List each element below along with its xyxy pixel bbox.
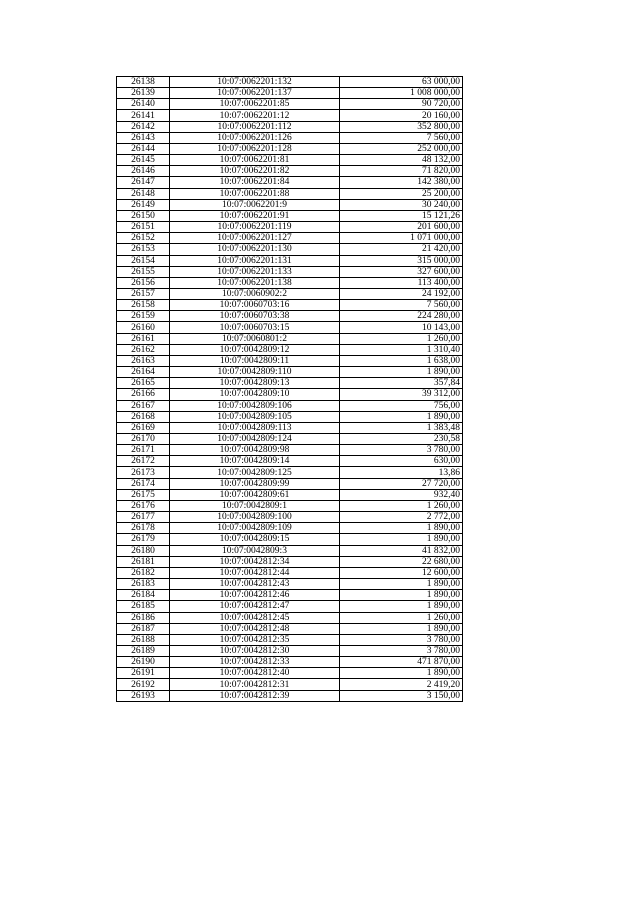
table-row: [117, 244, 463, 255]
table-row: [117, 422, 463, 433]
cadastral-number-cell: 10:07:0062201:12: [170, 110, 340, 121]
table-row: [117, 489, 463, 500]
cadastral-value-table: [116, 76, 463, 702]
cadastral-number-cell: 10:07:0042809:125: [170, 467, 340, 478]
table-row: [117, 110, 463, 121]
table-row: [117, 333, 463, 344]
cadastral-number-cell: 10:07:0042809:98: [170, 445, 340, 456]
row-number-cell: 26171: [117, 445, 170, 456]
value-cell: 1 383,48: [340, 422, 463, 433]
table-row: [117, 467, 463, 478]
value-cell: 1 890,00: [340, 534, 463, 545]
table-row: [117, 132, 463, 143]
row-number-cell: 26180: [117, 545, 170, 556]
value-cell: 1 890,00: [340, 411, 463, 422]
cadastral-number-cell: 10:07:0060703:16: [170, 300, 340, 311]
cadastral-number-cell: 10:07:0042812:45: [170, 612, 340, 623]
row-number-cell: 26170: [117, 434, 170, 445]
row-number-cell: 26162: [117, 344, 170, 355]
value-cell: 352 800,00: [340, 121, 463, 132]
cadastral-number-cell: 10:07:0062201:138: [170, 277, 340, 288]
cadastral-number-cell: 10:07:0062201:112: [170, 121, 340, 132]
row-number-cell: 26164: [117, 367, 170, 378]
cadastral-number-cell: 10:07:0060703:15: [170, 322, 340, 333]
row-number-cell: 26183: [117, 579, 170, 590]
value-cell: 1 071 000,00: [340, 233, 463, 244]
table-row: [117, 579, 463, 590]
value-cell: 3 150,00: [340, 690, 463, 701]
value-cell: 48 132,00: [340, 155, 463, 166]
cadastral-number-cell: 10:07:0042809:61: [170, 489, 340, 500]
row-number-cell: 26159: [117, 311, 170, 322]
table-row: [117, 456, 463, 467]
table-row: [117, 534, 463, 545]
value-cell: 2 419,20: [340, 679, 463, 690]
table-row: [117, 266, 463, 277]
value-cell: 15 121,26: [340, 210, 463, 221]
value-cell: 27 720,00: [340, 478, 463, 489]
cadastral-number-cell: 10:07:0062201:82: [170, 166, 340, 177]
row-number-cell: 26177: [117, 512, 170, 523]
cadastral-number-cell: 10:07:0042812:43: [170, 579, 340, 590]
table-row: [117, 445, 463, 456]
cadastral-number-cell: 10:07:0042812:47: [170, 601, 340, 612]
table-row: [117, 121, 463, 132]
value-cell: 1 890,00: [340, 367, 463, 378]
value-cell: 90 720,00: [340, 99, 463, 110]
value-cell: 315 000,00: [340, 255, 463, 266]
value-cell: 630,00: [340, 456, 463, 467]
row-number-cell: 26157: [117, 288, 170, 299]
table-row: [117, 155, 463, 166]
value-cell: 1 890,00: [340, 590, 463, 601]
table-row: [117, 623, 463, 634]
value-cell: 357,84: [340, 378, 463, 389]
value-cell: 12 600,00: [340, 567, 463, 578]
table-row: [117, 166, 463, 177]
row-number-cell: 26149: [117, 199, 170, 210]
row-number-cell: 26147: [117, 177, 170, 188]
value-cell: 2 772,00: [340, 512, 463, 523]
row-number-cell: 26185: [117, 601, 170, 612]
value-cell: 21 420,00: [340, 244, 463, 255]
table-body: [117, 77, 463, 702]
cadastral-number-cell: 10:07:0042809:3: [170, 545, 340, 556]
value-cell: 1 008 000,00: [340, 88, 463, 99]
value-cell: 1 890,00: [340, 523, 463, 534]
row-number-cell: 26186: [117, 612, 170, 623]
row-number-cell: 26174: [117, 478, 170, 489]
table-row: [117, 400, 463, 411]
row-number-cell: 26154: [117, 255, 170, 266]
row-number-cell: 26189: [117, 645, 170, 656]
value-cell: 113 400,00: [340, 277, 463, 288]
table-row: [117, 143, 463, 154]
cadastral-number-cell: 10:07:0042812:35: [170, 634, 340, 645]
value-cell: 1 890,00: [340, 579, 463, 590]
table-row: [117, 556, 463, 567]
table-row: [117, 500, 463, 511]
table-row: [117, 210, 463, 221]
row-number-cell: 26145: [117, 155, 170, 166]
table-row: [117, 634, 463, 645]
table-row: [117, 645, 463, 656]
cadastral-number-cell: 10:07:0042809:99: [170, 478, 340, 489]
cadastral-number-cell: 10:07:0042812:39: [170, 690, 340, 701]
cadastral-number-cell: 10:07:0042809:14: [170, 456, 340, 467]
row-number-cell: 26144: [117, 143, 170, 154]
value-cell: 1 638,00: [340, 355, 463, 366]
value-cell: 7 560,00: [340, 132, 463, 143]
value-cell: 41 832,00: [340, 545, 463, 556]
row-number-cell: 26188: [117, 634, 170, 645]
table-row: [117, 233, 463, 244]
row-number-cell: 26192: [117, 679, 170, 690]
row-number-cell: 26143: [117, 132, 170, 143]
value-cell: 224 280,00: [340, 311, 463, 322]
row-number-cell: 26179: [117, 534, 170, 545]
table-row: [117, 545, 463, 556]
cadastral-number-cell: 10:07:0060801:2: [170, 333, 340, 344]
row-number-cell: 26142: [117, 121, 170, 132]
value-cell: 20 160,00: [340, 110, 463, 121]
value-cell: 252 000,00: [340, 143, 463, 154]
table-row: [117, 188, 463, 199]
cadastral-number-cell: 10:07:0062201:9: [170, 199, 340, 210]
row-number-cell: 26182: [117, 567, 170, 578]
cadastral-number-cell: 10:07:0042809:106: [170, 400, 340, 411]
cadastral-number-cell: 10:07:0060703:38: [170, 311, 340, 322]
value-cell: 1 260,00: [340, 612, 463, 623]
value-cell: 327 600,00: [340, 266, 463, 277]
cadastral-number-cell: 10:07:0062201:127: [170, 233, 340, 244]
value-cell: 1 260,00: [340, 333, 463, 344]
row-number-cell: 26153: [117, 244, 170, 255]
value-cell: 1 890,00: [340, 668, 463, 679]
cadastral-number-cell: 10:07:0062201:133: [170, 266, 340, 277]
row-number-cell: 26150: [117, 210, 170, 221]
cadastral-number-cell: 10:07:0062201:131: [170, 255, 340, 266]
cadastral-number-cell: 10:07:0042812:44: [170, 567, 340, 578]
table-row: [117, 255, 463, 266]
cadastral-number-cell: 10:07:0062201:81: [170, 155, 340, 166]
row-number-cell: 26141: [117, 110, 170, 121]
value-cell: 71 820,00: [340, 166, 463, 177]
cadastral-number-cell: 10:07:0042812:48: [170, 623, 340, 634]
cadastral-number-cell: 10:07:0062201:119: [170, 222, 340, 233]
cadastral-number-cell: 10:07:0042809:10: [170, 389, 340, 400]
cadastral-number-cell: 10:07:0042809:113: [170, 422, 340, 433]
table-row: [117, 300, 463, 311]
table-row: [117, 478, 463, 489]
value-cell: 24 192,00: [340, 288, 463, 299]
table-row: [117, 378, 463, 389]
row-number-cell: 26152: [117, 233, 170, 244]
value-cell: 142 380,00: [340, 177, 463, 188]
cadastral-number-cell: 10:07:0062201:137: [170, 88, 340, 99]
row-number-cell: 26184: [117, 590, 170, 601]
value-cell: 3 780,00: [340, 634, 463, 645]
table-row: [117, 411, 463, 422]
table-row: [117, 690, 463, 701]
value-cell: 1 890,00: [340, 623, 463, 634]
table-row: [117, 679, 463, 690]
value-cell: 10 143,00: [340, 322, 463, 333]
table-row: [117, 177, 463, 188]
row-number-cell: 26139: [117, 88, 170, 99]
cadastral-number-cell: 10:07:0062201:91: [170, 210, 340, 221]
table-row: [117, 99, 463, 110]
cadastral-number-cell: 10:07:0062201:130: [170, 244, 340, 255]
cadastral-number-cell: 10:07:0042809:105: [170, 411, 340, 422]
cadastral-number-cell: 10:07:0042809:1: [170, 500, 340, 511]
value-cell: 3 780,00: [340, 445, 463, 456]
table-row: [117, 288, 463, 299]
row-number-cell: 26175: [117, 489, 170, 500]
table-row: [117, 512, 463, 523]
row-number-cell: 26160: [117, 322, 170, 333]
value-cell: 39 312,00: [340, 389, 463, 400]
cadastral-number-cell: 10:07:0042812:31: [170, 679, 340, 690]
table-row: [117, 657, 463, 668]
value-cell: 3 780,00: [340, 645, 463, 656]
table-row: [117, 199, 463, 210]
row-number-cell: 26168: [117, 411, 170, 422]
cadastral-number-cell: 10:07:0042809:110: [170, 367, 340, 378]
row-number-cell: 26169: [117, 422, 170, 433]
cadastral-number-cell: 10:07:0042809:15: [170, 534, 340, 545]
row-number-cell: 26178: [117, 523, 170, 534]
table-row: [117, 668, 463, 679]
cadastral-number-cell: 10:07:0062201:128: [170, 143, 340, 154]
table-row: [117, 601, 463, 612]
row-number-cell: 26165: [117, 378, 170, 389]
table-row: [117, 88, 463, 99]
table-row: [117, 355, 463, 366]
row-number-cell: 26161: [117, 333, 170, 344]
cadastral-number-cell: 10:07:0042809:11: [170, 355, 340, 366]
row-number-cell: 26191: [117, 668, 170, 679]
value-cell: 1 310,40: [340, 344, 463, 355]
row-number-cell: 26138: [117, 77, 170, 88]
row-number-cell: 26158: [117, 300, 170, 311]
value-cell: 1 890,00: [340, 601, 463, 612]
value-cell: 230,58: [340, 434, 463, 445]
row-number-cell: 26148: [117, 188, 170, 199]
value-cell: 13,86: [340, 467, 463, 478]
row-number-cell: 26167: [117, 400, 170, 411]
cadastral-number-cell: 10:07:0042809:13: [170, 378, 340, 389]
row-number-cell: 26190: [117, 657, 170, 668]
cadastral-number-cell: 10:07:0062201:84: [170, 177, 340, 188]
cadastral-number-cell: 10:07:0042809:100: [170, 512, 340, 523]
row-number-cell: 26166: [117, 389, 170, 400]
cadastral-number-cell: 10:07:0042809:124: [170, 434, 340, 445]
row-number-cell: 26193: [117, 690, 170, 701]
cadastral-number-cell: 10:07:0062201:132: [170, 77, 340, 88]
row-number-cell: 26146: [117, 166, 170, 177]
value-cell: 7 560,00: [340, 300, 463, 311]
cadastral-number-cell: 10:07:0042809:109: [170, 523, 340, 534]
cadastral-number-cell: 10:07:0062201:126: [170, 132, 340, 143]
value-cell: 756,00: [340, 400, 463, 411]
cadastral-number-cell: 10:07:0042812:40: [170, 668, 340, 679]
cadastral-number-cell: 10:07:0042812:33: [170, 657, 340, 668]
table-row: [117, 311, 463, 322]
cadastral-number-cell: 10:07:0060902:2: [170, 288, 340, 299]
table-row: [117, 567, 463, 578]
table-row: [117, 344, 463, 355]
table-row: [117, 77, 463, 88]
cadastral-number-cell: 10:07:0062201:85: [170, 99, 340, 110]
value-cell: 25 200,00: [340, 188, 463, 199]
row-number-cell: 26181: [117, 556, 170, 567]
table-row: [117, 222, 463, 233]
table-row: [117, 322, 463, 333]
row-number-cell: 26173: [117, 467, 170, 478]
value-cell: 63 000,00: [340, 77, 463, 88]
value-cell: 471 870,00: [340, 657, 463, 668]
table-row: [117, 434, 463, 445]
value-cell: 30 240,00: [340, 199, 463, 210]
table-row: [117, 277, 463, 288]
cadastral-number-cell: 10:07:0042812:46: [170, 590, 340, 601]
value-cell: 1 260,00: [340, 500, 463, 511]
table-row: [117, 612, 463, 623]
row-number-cell: 26151: [117, 222, 170, 233]
value-cell: 932,40: [340, 489, 463, 500]
cadastral-number-cell: 10:07:0042812:30: [170, 645, 340, 656]
table-row: [117, 590, 463, 601]
row-number-cell: 26176: [117, 500, 170, 511]
row-number-cell: 26155: [117, 266, 170, 277]
value-cell: 201 600,00: [340, 222, 463, 233]
value-cell: 22 680,00: [340, 556, 463, 567]
row-number-cell: 26172: [117, 456, 170, 467]
row-number-cell: 26163: [117, 355, 170, 366]
table-row: [117, 389, 463, 400]
cadastral-number-cell: 10:07:0042812:34: [170, 556, 340, 567]
table-row: [117, 367, 463, 378]
table-row: [117, 523, 463, 534]
row-number-cell: 26187: [117, 623, 170, 634]
row-number-cell: 26156: [117, 277, 170, 288]
cadastral-number-cell: 10:07:0042809:12: [170, 344, 340, 355]
cadastral-number-cell: 10:07:0062201:88: [170, 188, 340, 199]
row-number-cell: 26140: [117, 99, 170, 110]
